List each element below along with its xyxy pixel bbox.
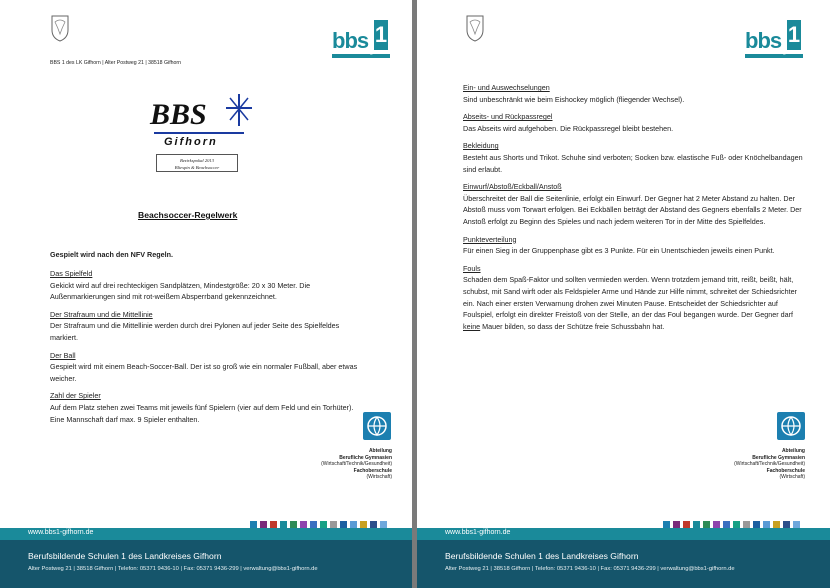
page-right — [417, 0, 830, 588]
footer-school-name: Berufsbildende Schulen 1 des Landkreises Gifhorn — [445, 551, 639, 561]
section-heading: Einwurf/Abstoß/Eckball/Anstoß — [463, 182, 562, 192]
color-square — [300, 521, 307, 528]
color-squares — [250, 521, 387, 528]
footer-url-strip — [0, 528, 412, 540]
color-square — [723, 521, 730, 528]
color-square — [250, 521, 257, 528]
color-square — [703, 521, 710, 528]
section-text: Der Strafraum und die Mittellinie werden durch drei Pylonen auf jeder Seite des Spielfeldes markiert. — [50, 321, 340, 342]
color-square — [370, 521, 377, 528]
footer-school-name: Berufsbildende Schulen 1 des Landkreises Gifhorn — [28, 551, 222, 561]
intro-text: Gespielt wird nach den NFV Regeln. — [50, 250, 174, 259]
color-square — [320, 521, 327, 528]
bbs1-logo: bbs 1 gifhorn — [745, 20, 805, 60]
footer-address: Alter Postweg 21 | 38518 Gifhorn | Telefon: 05371 9436-10 | Fax: 05371 9436-299 | verwaltung@bbs1-gifhorn.de — [28, 566, 318, 572]
color-square — [350, 521, 357, 528]
department-info: Abteilung Berufliche Gymnasien (Wirtschaft/Technik/Gesundheit) Fachoberschule (Wirtschaft) — [734, 448, 805, 481]
section-heading: Der Ball — [50, 350, 76, 360]
section-text: Für einen Sieg in der Gruppenphase gibt es 3 Punkte. Für ein Unentschieden jeweils einen Punkt. — [463, 246, 775, 256]
document-title: Beachsoccer-Regelwerk — [138, 210, 238, 220]
footer — [417, 540, 830, 588]
section-text: Gekickt wird auf drei rechteckigen Sandplätzen, Mindestgröße: 20 x 30 Meter. Die Außenmarkierungen sind mit rot-weißem Absperrband gekennzeichnet. — [50, 280, 311, 302]
color-square — [673, 521, 680, 528]
color-square — [783, 521, 790, 528]
section-text: Das Abseits wird aufgehoben. Die Rückpassregel bleibt bestehen. — [463, 123, 674, 133]
footer-url-link[interactable]: www.bbs1-gifhorn.de — [28, 529, 94, 536]
section-text: Auf dem Platz stehen zwei Teams mit jeweils fünf Spielern (vier auf dem Feld und ein Torhüter). Eine Mannschaft darf max. 9 Spieler enthalten. — [50, 402, 354, 424]
footer-url-strip — [417, 528, 830, 540]
color-square — [753, 521, 760, 528]
event-caption: Bezirkspokal 2013 Bliespin & Beachsoccer — [156, 154, 238, 172]
color-square — [663, 521, 670, 528]
color-square — [733, 521, 740, 528]
section-heading: Abseits- und Rückpassregel — [463, 112, 553, 122]
coat-of-arms-icon — [50, 14, 70, 42]
footer-url-link[interactable]: www.bbs1-gifhorn.de — [445, 529, 511, 536]
color-square — [340, 521, 347, 528]
color-square — [280, 521, 287, 528]
section-heading: Fouls — [463, 263, 481, 273]
color-square — [330, 521, 337, 528]
section-heading: Zahl der Spieler — [50, 391, 101, 401]
color-squares — [663, 521, 800, 528]
department-info: Abteilung Berufliche Gymnasien (Wirtschaft/Technik/Gesundheit) Fachoberschule (Wirtschaft) — [321, 448, 392, 481]
section-text: Schaden dem Spaß-Faktor und sollten vermieden werden. Wenn trotzdem jemand tritt, reißt, beißt, hält, schubst, mit Sand wirft oder als Feldspieler Arme und Hände zur Hilfe nimmt, schreitet der Schiedsrichter ein. Nach einer ersten Verwarnung drohen zwei Minuten Pause. Entscheidet der Schiedsrichter auf Foulspiel, erfolgt ein direkter Freistoß von der Stelle, an der das Foul begangen wurde. Der Gegner darf keine Mauer bilden, so dass der Schütze freie Schussbahn hat. — [463, 275, 797, 331]
section-text: Sind unbeschränkt wie beim Eishockey möglich (fliegender Wechsel). — [463, 94, 685, 104]
globe-icon — [777, 412, 805, 440]
color-square — [380, 521, 387, 528]
color-square — [743, 521, 750, 528]
color-square — [773, 521, 780, 528]
bbs-event-logo: BBS Gifhorn — [150, 98, 260, 156]
color-square — [290, 521, 297, 528]
color-square — [360, 521, 367, 528]
section-heading: Das Spielfeld — [50, 269, 93, 278]
color-square — [713, 521, 720, 528]
color-square — [260, 521, 267, 528]
right-content — [463, 76, 803, 332]
color-square — [763, 521, 770, 528]
bbs1-logo: bbs 1 gifhorn — [332, 20, 392, 60]
section-text: Besteht aus Shorts und Trikot. Schuhe sind verboten; Socken bzw. elastische Fuß- oder Knöchelbandagen sind erlaubt. — [463, 152, 803, 174]
color-square — [310, 521, 317, 528]
color-square — [693, 521, 700, 528]
coat-of-arms-icon — [465, 14, 485, 42]
windmill-icon — [222, 90, 256, 130]
section-text: Überschreitet der Ball die Seitenlinie, erfolgt ein Einwurf. Der Gegner hat 2 Meter Abstand zu halten. Der Abstoß muss vom Torwart erfolgen. Bei Eckbällen beträgt der Abstand des Gegners ebenfalls 2 Meter. Der Anstoß erfolgt zu Beginn des Spieles und nach jedem weiteren Tor in der Mitte des Spielfeldes. — [463, 193, 802, 226]
color-square — [683, 521, 690, 528]
section-heading: Der Strafraum und die Mittellinie — [50, 309, 153, 319]
left-content — [50, 262, 360, 425]
section-heading: Punkteverteilung — [463, 234, 517, 244]
page-left — [0, 0, 412, 588]
globe-icon — [363, 412, 391, 440]
section-text: Gespielt wird mit einem Beach-Soccer-Ball. Der ist so groß wie ein normaler Fußball, aber etwas weicher. — [50, 362, 358, 383]
sender-line: BBS 1 des LK Gifhorn | Alter Postweg 21 | 38518 Gifhorn — [50, 60, 182, 66]
section-heading: Bekleidung — [463, 141, 499, 151]
footer — [0, 540, 412, 588]
section-heading: Ein- und Auswechselungen — [463, 83, 550, 92]
color-square — [270, 521, 277, 528]
color-square — [793, 521, 800, 528]
footer-address: Alter Postweg 21 | 38518 Gifhorn | Telefon: 05371 9436-10 | Fax: 05371 9436-299 | verwaltung@bbs1-gifhorn.de — [445, 566, 735, 572]
